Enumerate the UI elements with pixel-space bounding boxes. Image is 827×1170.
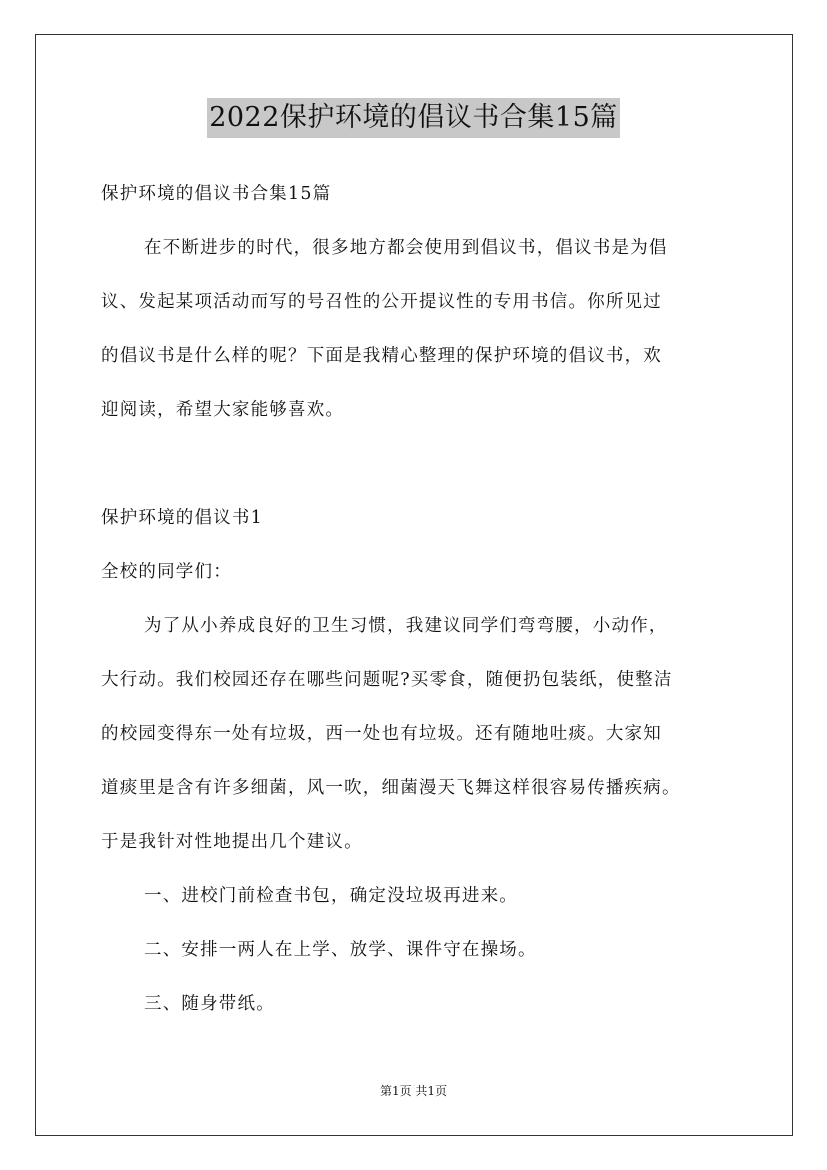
suggestion-item: 三、随身带纸。 — [144, 994, 275, 1014]
body-line: 的校园变得东一处有垃圾，西一处也有垃圾。还有随地吐痰。大家知 — [101, 724, 662, 744]
salutation: 全校的同学们： — [101, 562, 232, 582]
document-title: 2022保护环境的倡议书合集15篇 — [207, 98, 620, 138]
body-line: 于是我针对性地提出几个建议。 — [101, 832, 363, 852]
intro-line: 迎阅读，希望大家能够喜欢。 — [101, 400, 345, 420]
document-subtitle: 保护环境的倡议书合集15篇 — [101, 184, 332, 204]
intro-line: 议、发起某项活动而写的号召性的公开提议性的专用书信。你所见过 — [101, 292, 662, 312]
intro-line: 的倡议书是什么样的呢？下面是我精心整理的保护环境的倡议书，欢 — [101, 346, 662, 366]
page-footer: 第1页 共1页 — [379, 1084, 448, 1098]
suggestion-item: 二、安排一两人在上学、放学、课件守在操场。 — [144, 940, 537, 960]
intro-line: 在不断进步的时代，很多地方都会使用到倡议书，倡议书是为倡 — [144, 238, 668, 258]
body-line: 道痰里是含有许多细菌，风一吹，细菌漫天飞舞这样很容易传播疾病。 — [101, 778, 681, 798]
body-line: 大行动。我们校园还存在哪些问题呢?买零食，随便扔包装纸，使整洁 — [101, 670, 673, 690]
body-line: 为了从小养成良好的卫生习惯，我建议同学们弯弯腰，小动作， — [144, 616, 668, 636]
title-container — [0, 98, 827, 138]
section-heading: 保护环境的倡议书1 — [101, 508, 263, 528]
suggestion-item: 一、进校门前检查书包，确定没垃圾再进来。 — [144, 886, 518, 906]
